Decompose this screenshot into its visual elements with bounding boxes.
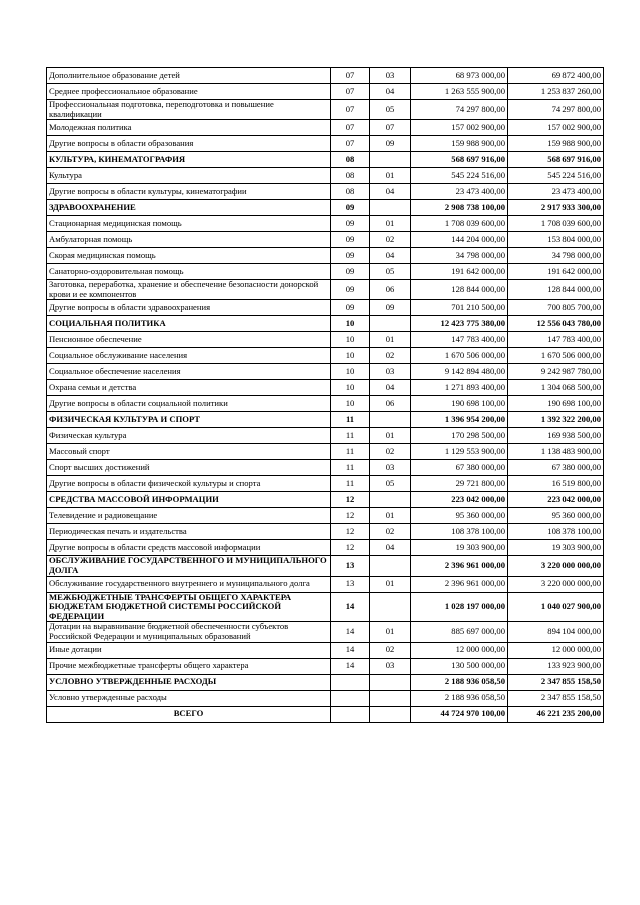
row-section-code-cell: 11 [331, 460, 370, 476]
table-row [47, 642, 604, 658]
row-subsection-code-cell: 06 [370, 396, 411, 412]
row-name-cell: Дотации на выравнивание бюджетной обеспеченности субъектов Российской Федерации и муниципальных образований [47, 622, 331, 642]
row-section-code-cell: 07 [331, 120, 370, 136]
row-subsection-code-cell: 03 [370, 460, 411, 476]
row-amount-year1-cell: 1 129 553 900,00 [411, 444, 508, 460]
row-name-cell: Социальное обеспечение населения [47, 364, 331, 380]
row-subsection-code-cell: 05 [370, 476, 411, 492]
row-amount-year2-cell: 568 697 916,00 [508, 152, 604, 168]
row-subsection-code-cell: 02 [370, 642, 411, 658]
row-amount-year2-cell: 159 988 900,00 [508, 136, 604, 152]
row-amount-year2-cell: 157 002 900,00 [508, 120, 604, 136]
section-row [47, 316, 604, 332]
row-amount-year2-cell: 9 242 987 780,00 [508, 364, 604, 380]
row-section-code-cell: 09 [331, 280, 370, 300]
row-amount-year2-cell: 12 556 043 780,00 [508, 316, 604, 332]
row-section-code-cell: 10 [331, 396, 370, 412]
row-amount-year1-cell: 95 360 000,00 [411, 508, 508, 524]
table-row [47, 690, 604, 706]
row-amount-year1-cell: 1 670 506 000,00 [411, 348, 508, 364]
row-amount-year2-cell: 34 798 000,00 [508, 248, 604, 264]
row-subsection-code-cell [370, 412, 411, 428]
row-subsection-code-cell [370, 706, 411, 722]
row-subsection-code-cell: 04 [370, 248, 411, 264]
row-amount-year1-cell: 701 210 500,00 [411, 300, 508, 316]
row-amount-year1-cell: 157 002 900,00 [411, 120, 508, 136]
row-amount-year2-cell: 67 380 000,00 [508, 460, 604, 476]
row-section-code-cell: 13 [331, 576, 370, 592]
table-row [47, 248, 604, 264]
row-name-cell: Другие вопросы в области здравоохранения [47, 300, 331, 316]
row-amount-year1-cell: 74 297 800,00 [411, 100, 508, 120]
table-row [47, 364, 604, 380]
table-row [47, 184, 604, 200]
table-row [47, 348, 604, 364]
row-name-cell: ЗДРАВООХРАНЕНИЕ [47, 200, 331, 216]
table-row [47, 216, 604, 232]
row-section-code-cell: 07 [331, 100, 370, 120]
row-subsection-code-cell: 01 [370, 332, 411, 348]
row-section-code-cell: 08 [331, 168, 370, 184]
row-amount-year2-cell: 147 783 400,00 [508, 332, 604, 348]
table-row [47, 84, 604, 100]
row-subsection-code-cell [370, 152, 411, 168]
row-section-code-cell: 10 [331, 364, 370, 380]
row-amount-year1-cell: 29 721 800,00 [411, 476, 508, 492]
row-amount-year2-cell: 1 138 483 900,00 [508, 444, 604, 460]
row-name-cell: Телевидение и радиовещание [47, 508, 331, 524]
row-amount-year1-cell: 44 724 970 100,00 [411, 706, 508, 722]
row-section-code-cell: 09 [331, 300, 370, 316]
row-section-code-cell: 08 [331, 152, 370, 168]
row-amount-year2-cell: 169 938 500,00 [508, 428, 604, 444]
row-amount-year1-cell: 159 988 900,00 [411, 136, 508, 152]
row-amount-year1-cell: 2 908 738 100,00 [411, 200, 508, 216]
section-row [47, 674, 604, 690]
row-subsection-code-cell: 04 [370, 184, 411, 200]
row-name-cell: Амбулаторная помощь [47, 232, 331, 248]
row-name-cell: Среднее профессиональное образование [47, 84, 331, 100]
row-subsection-code-cell: 02 [370, 232, 411, 248]
row-amount-year1-cell: 1 263 555 900,00 [411, 84, 508, 100]
row-name-cell: Социальное обслуживание населения [47, 348, 331, 364]
row-subsection-code-cell: 09 [370, 300, 411, 316]
row-amount-year1-cell: 34 798 000,00 [411, 248, 508, 264]
row-section-code-cell: 09 [331, 232, 370, 248]
table-row [47, 100, 604, 120]
table-row [47, 444, 604, 460]
row-name-cell: Молодежная политика [47, 120, 331, 136]
row-amount-year1-cell: 12 000 000,00 [411, 642, 508, 658]
row-name-cell: Скорая медицинская помощь [47, 248, 331, 264]
table-row [47, 508, 604, 524]
row-subsection-code-cell: 01 [370, 508, 411, 524]
table-row [47, 280, 604, 300]
row-subsection-code-cell: 01 [370, 576, 411, 592]
row-subsection-code-cell: 03 [370, 68, 411, 84]
table-row [47, 476, 604, 492]
row-name-cell: Условно утвержденные расходы [47, 690, 331, 706]
row-subsection-code-cell: 03 [370, 658, 411, 674]
row-name-cell: ОБСЛУЖИВАНИЕ ГОСУДАРСТВЕННОГО И МУНИЦИПАЛЬНОГО ДОЛГА [47, 556, 331, 576]
row-amount-year2-cell: 95 360 000,00 [508, 508, 604, 524]
row-name-cell: Другие вопросы в области культуры, кинематографии [47, 184, 331, 200]
budget-table-body [47, 68, 604, 723]
row-amount-year1-cell: 2 188 936 058,50 [411, 690, 508, 706]
row-name-cell: Культура [47, 168, 331, 184]
row-amount-year1-cell: 19 303 900,00 [411, 540, 508, 556]
row-subsection-code-cell: 05 [370, 100, 411, 120]
row-section-code-cell: 11 [331, 444, 370, 460]
row-name-cell: Иные дотации [47, 642, 331, 658]
row-subsection-code-cell: 04 [370, 84, 411, 100]
row-section-code-cell: 11 [331, 476, 370, 492]
row-subsection-code-cell [370, 674, 411, 690]
row-amount-year1-cell: 1 708 039 600,00 [411, 216, 508, 232]
row-section-code-cell [331, 706, 370, 722]
row-amount-year1-cell: 191 642 000,00 [411, 264, 508, 280]
row-section-code-cell: 13 [331, 556, 370, 576]
row-name-cell: Заготовка, переработка, хранение и обеспечение безопасности донорской крови и ее компонентов [47, 280, 331, 300]
table-row [47, 460, 604, 476]
row-amount-year2-cell: 108 378 100,00 [508, 524, 604, 540]
row-subsection-code-cell [370, 200, 411, 216]
row-name-cell: Охрана семьи и детства [47, 380, 331, 396]
row-section-code-cell: 08 [331, 184, 370, 200]
table-row [47, 300, 604, 316]
row-section-code-cell: 09 [331, 216, 370, 232]
row-name-cell: УСЛОВНО УТВЕРЖДЕННЫЕ РАСХОДЫ [47, 674, 331, 690]
row-subsection-code-cell [370, 690, 411, 706]
section-row [47, 200, 604, 216]
row-amount-year2-cell: 223 042 000,00 [508, 492, 604, 508]
row-amount-year2-cell: 128 844 000,00 [508, 280, 604, 300]
table-row [47, 396, 604, 412]
row-name-cell: Другие вопросы в области образования [47, 136, 331, 152]
row-subsection-code-cell: 06 [370, 280, 411, 300]
table-row [47, 380, 604, 396]
row-section-code-cell: 11 [331, 412, 370, 428]
table-row [47, 622, 604, 642]
row-name-cell: Другие вопросы в области физической культуры и спорта [47, 476, 331, 492]
row-name-cell: Санаторно-оздоровительная помощь [47, 264, 331, 280]
section-row [47, 152, 604, 168]
budget-table [46, 67, 604, 723]
row-subsection-code-cell: 01 [370, 428, 411, 444]
row-amount-year1-cell: 108 378 100,00 [411, 524, 508, 540]
row-amount-year2-cell: 190 698 100,00 [508, 396, 604, 412]
row-section-code-cell: 14 [331, 592, 370, 622]
table-row [47, 168, 604, 184]
row-subsection-code-cell: 03 [370, 364, 411, 380]
row-section-code-cell: 12 [331, 524, 370, 540]
row-amount-year1-cell: 2 188 936 058,50 [411, 674, 508, 690]
table-row [47, 540, 604, 556]
row-amount-year1-cell: 128 844 000,00 [411, 280, 508, 300]
row-amount-year1-cell: 9 142 894 480,00 [411, 364, 508, 380]
row-subsection-code-cell: 02 [370, 524, 411, 540]
row-amount-year1-cell: 130 500 000,00 [411, 658, 508, 674]
row-amount-year2-cell: 12 000 000,00 [508, 642, 604, 658]
row-name-cell: КУЛЬТУРА, КИНЕМАТОГРАФИЯ [47, 152, 331, 168]
row-section-code-cell: 10 [331, 380, 370, 396]
row-name-cell: Другие вопросы в области средств массовой информации [47, 540, 331, 556]
row-amount-year1-cell: 1 396 954 200,00 [411, 412, 508, 428]
row-name-cell: Дополнительное образование детей [47, 68, 331, 84]
table-row [47, 428, 604, 444]
row-amount-year2-cell: 3 220 000 000,00 [508, 556, 604, 576]
table-row [47, 136, 604, 152]
row-name-cell: Физическая культура [47, 428, 331, 444]
section-row [47, 412, 604, 428]
row-amount-year2-cell: 19 303 900,00 [508, 540, 604, 556]
row-amount-year2-cell: 46 221 235 200,00 [508, 706, 604, 722]
row-name-cell: Профессиональная подготовка, переподготовка и повышение квалификации [47, 100, 331, 120]
row-subsection-code-cell: 01 [370, 216, 411, 232]
row-section-code-cell: 12 [331, 492, 370, 508]
section-row [47, 492, 604, 508]
row-subsection-code-cell [370, 556, 411, 576]
row-section-code-cell: 07 [331, 136, 370, 152]
row-section-code-cell: 14 [331, 622, 370, 642]
row-name-cell: ФИЗИЧЕСКАЯ КУЛЬТУРА И СПОРТ [47, 412, 331, 428]
row-amount-year2-cell: 1 304 068 500,00 [508, 380, 604, 396]
row-amount-year2-cell: 700 805 700,00 [508, 300, 604, 316]
row-amount-year2-cell: 1 040 027 900,00 [508, 592, 604, 622]
row-amount-year2-cell: 16 519 800,00 [508, 476, 604, 492]
row-amount-year1-cell: 68 973 000,00 [411, 68, 508, 84]
row-section-code-cell [331, 674, 370, 690]
row-amount-year1-cell: 23 473 400,00 [411, 184, 508, 200]
row-section-code-cell: 09 [331, 200, 370, 216]
table-row [47, 232, 604, 248]
row-section-code-cell: 12 [331, 508, 370, 524]
row-subsection-code-cell: 07 [370, 120, 411, 136]
row-name-cell: Стационарная медицинская помощь [47, 216, 331, 232]
row-section-code-cell: 07 [331, 68, 370, 84]
row-section-code-cell: 11 [331, 428, 370, 444]
row-amount-year2-cell: 1 392 322 200,00 [508, 412, 604, 428]
row-section-code-cell: 12 [331, 540, 370, 556]
row-subsection-code-cell [370, 592, 411, 622]
row-subsection-code-cell: 09 [370, 136, 411, 152]
row-amount-year2-cell: 23 473 400,00 [508, 184, 604, 200]
total-row [47, 706, 604, 722]
row-amount-year1-cell: 67 380 000,00 [411, 460, 508, 476]
row-subsection-code-cell: 01 [370, 168, 411, 184]
row-amount-year2-cell: 1 253 837 260,00 [508, 84, 604, 100]
row-amount-year1-cell: 568 697 916,00 [411, 152, 508, 168]
row-amount-year1-cell: 190 698 100,00 [411, 396, 508, 412]
row-amount-year1-cell: 1 028 197 000,00 [411, 592, 508, 622]
row-name-cell: МЕЖБЮДЖЕТНЫЕ ТРАНСФЕРТЫ ОБЩЕГО ХАРАКТЕРА БЮДЖЕТАМ БЮДЖЕТНОЙ СИСТЕМЫ РОССИЙСКОЙ ФЕДЕРАЦИИ [47, 592, 331, 622]
row-amount-year2-cell: 153 804 000,00 [508, 232, 604, 248]
row-subsection-code-cell: 04 [370, 380, 411, 396]
table-row [47, 524, 604, 540]
row-amount-year2-cell: 3 220 000 000,00 [508, 576, 604, 592]
table-row [47, 68, 604, 84]
row-amount-year2-cell: 1 670 506 000,00 [508, 348, 604, 364]
row-subsection-code-cell: 01 [370, 622, 411, 642]
row-name-cell: Спорт высших достижений [47, 460, 331, 476]
section-row [47, 556, 604, 576]
row-name-cell: ВСЕГО [47, 706, 331, 722]
row-subsection-code-cell: 02 [370, 444, 411, 460]
row-amount-year2-cell: 2 347 855 158,50 [508, 690, 604, 706]
table-row [47, 332, 604, 348]
row-section-code-cell: 14 [331, 642, 370, 658]
row-amount-year2-cell: 69 872 400,00 [508, 68, 604, 84]
row-section-code-cell: 10 [331, 348, 370, 364]
section-row [47, 592, 604, 622]
row-amount-year1-cell: 1 271 893 400,00 [411, 380, 508, 396]
row-amount-year1-cell: 144 204 000,00 [411, 232, 508, 248]
row-name-cell: Прочие межбюджетные трансферты общего характера [47, 658, 331, 674]
row-amount-year2-cell: 545 224 516,00 [508, 168, 604, 184]
row-subsection-code-cell [370, 492, 411, 508]
row-amount-year1-cell: 2 396 961 000,00 [411, 576, 508, 592]
row-name-cell: Периодическая печать и издательства [47, 524, 331, 540]
row-amount-year1-cell: 12 423 775 380,00 [411, 316, 508, 332]
row-section-code-cell: 10 [331, 332, 370, 348]
row-subsection-code-cell: 05 [370, 264, 411, 280]
row-section-code-cell [331, 690, 370, 706]
table-row [47, 120, 604, 136]
row-amount-year2-cell: 133 923 900,00 [508, 658, 604, 674]
row-amount-year2-cell: 2 917 933 300,00 [508, 200, 604, 216]
table-row [47, 264, 604, 280]
row-subsection-code-cell [370, 316, 411, 332]
row-amount-year2-cell: 894 104 000,00 [508, 622, 604, 642]
row-amount-year1-cell: 885 697 000,00 [411, 622, 508, 642]
row-amount-year1-cell: 147 783 400,00 [411, 332, 508, 348]
row-amount-year1-cell: 223 042 000,00 [411, 492, 508, 508]
row-section-code-cell: 10 [331, 316, 370, 332]
row-name-cell: Пенсионное обеспечение [47, 332, 331, 348]
row-name-cell: СОЦИАЛЬНАЯ ПОЛИТИКА [47, 316, 331, 332]
row-amount-year1-cell: 545 224 516,00 [411, 168, 508, 184]
row-name-cell: Массовый спорт [47, 444, 331, 460]
row-amount-year2-cell: 191 642 000,00 [508, 264, 604, 280]
row-subsection-code-cell: 02 [370, 348, 411, 364]
row-section-code-cell: 14 [331, 658, 370, 674]
row-amount-year2-cell: 74 297 800,00 [508, 100, 604, 120]
row-section-code-cell: 09 [331, 248, 370, 264]
row-subsection-code-cell: 04 [370, 540, 411, 556]
row-section-code-cell: 09 [331, 264, 370, 280]
row-section-code-cell: 07 [331, 84, 370, 100]
table-row [47, 576, 604, 592]
row-name-cell: Другие вопросы в области социальной политики [47, 396, 331, 412]
row-amount-year1-cell: 2 396 961 000,00 [411, 556, 508, 576]
row-amount-year1-cell: 170 298 500,00 [411, 428, 508, 444]
row-amount-year2-cell: 1 708 039 600,00 [508, 216, 604, 232]
row-name-cell: Обслуживание государственного внутреннего и муниципального долга [47, 576, 331, 592]
table-row [47, 658, 604, 674]
row-name-cell: СРЕДСТВА МАССОВОЙ ИНФОРМАЦИИ [47, 492, 331, 508]
row-amount-year2-cell: 2 347 855 158,50 [508, 674, 604, 690]
